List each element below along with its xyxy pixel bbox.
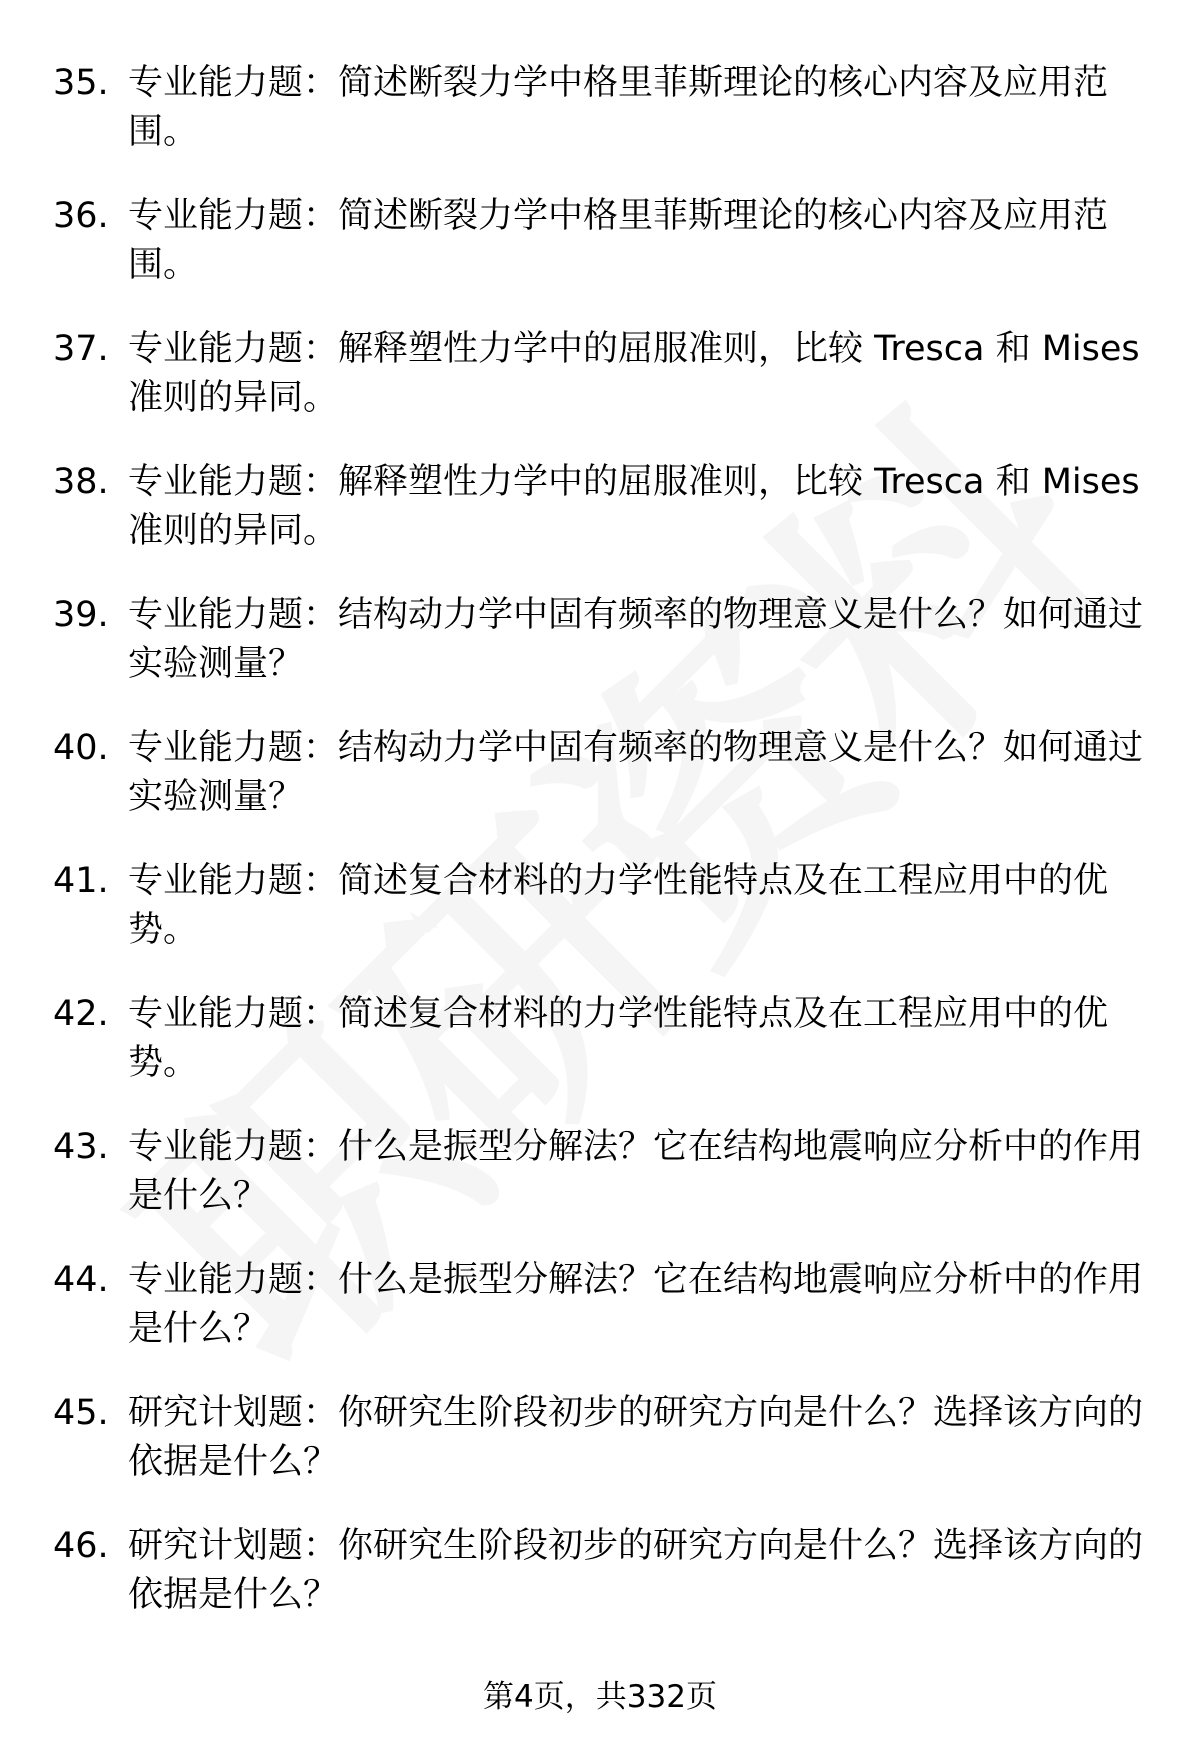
question-text: 研究计划题：你研究生阶段初步的研究方向是什么？选择该方向的依据是什么？ bbox=[128, 1393, 1144, 1482]
question-item bbox=[0, 59, 1200, 192]
question-text: 专业能力题：什么是振型分解法？它在结构地震响应分析中的作用是什么？ bbox=[128, 1260, 1144, 1349]
question-item bbox=[0, 1389, 1200, 1522]
question-item bbox=[0, 1522, 1200, 1655]
question-number: 40. bbox=[53, 728, 109, 768]
question-number: 35. bbox=[53, 63, 109, 103]
question-number: 41. bbox=[53, 861, 109, 901]
question-text: 研究计划题：你研究生阶段初步的研究方向是什么？选择该方向的依据是什么？ bbox=[128, 1526, 1144, 1615]
question-item bbox=[0, 990, 1200, 1123]
question-list bbox=[0, 59, 1200, 1655]
question-text: 专业能力题：简述断裂力学中格里菲斯理论的核心内容及应用范围。 bbox=[128, 196, 1109, 285]
question-item bbox=[0, 1123, 1200, 1256]
question-item bbox=[0, 458, 1200, 591]
question-number: 37. bbox=[53, 329, 109, 369]
question-number: 43. bbox=[53, 1127, 109, 1167]
question-item bbox=[0, 857, 1200, 990]
question-number: 38. bbox=[53, 462, 109, 502]
question-number: 44. bbox=[53, 1260, 109, 1300]
question-number: 45. bbox=[53, 1393, 109, 1433]
question-text: 专业能力题：解释塑性力学中的屈服准则，比较 Tresca 和 Mises 准则的异同。 bbox=[128, 329, 1140, 418]
question-number: 46. bbox=[53, 1526, 109, 1566]
question-item bbox=[0, 724, 1200, 857]
question-text: 专业能力题：结构动力学中固有频率的物理意义是什么？如何通过实验测量？ bbox=[128, 595, 1144, 684]
question-number: 36. bbox=[53, 196, 109, 236]
question-item bbox=[0, 325, 1200, 458]
question-text: 专业能力题：什么是振型分解法？它在结构地震响应分析中的作用是什么？ bbox=[128, 1127, 1144, 1216]
question-number: 42. bbox=[53, 994, 109, 1034]
question-text: 专业能力题：结构动力学中固有频率的物理意义是什么？如何通过实验测量？ bbox=[128, 728, 1144, 817]
question-number: 39. bbox=[53, 595, 109, 635]
question-item bbox=[0, 192, 1200, 325]
page-number-footer: 第4页，共332页 bbox=[483, 1679, 717, 1715]
question-text: 专业能力题：解释塑性力学中的屈服准则，比较 Tresca 和 Mises 准则的异同。 bbox=[128, 462, 1140, 551]
question-text: 专业能力题：简述复合材料的力学性能特点及在工程应用中的优势。 bbox=[128, 861, 1109, 950]
question-text: 专业能力题：简述复合材料的力学性能特点及在工程应用中的优势。 bbox=[128, 994, 1109, 1083]
question-item bbox=[0, 1256, 1200, 1389]
question-text: 专业能力题：简述断裂力学中格里菲斯理论的核心内容及应用范围。 bbox=[128, 63, 1109, 152]
question-item bbox=[0, 591, 1200, 724]
